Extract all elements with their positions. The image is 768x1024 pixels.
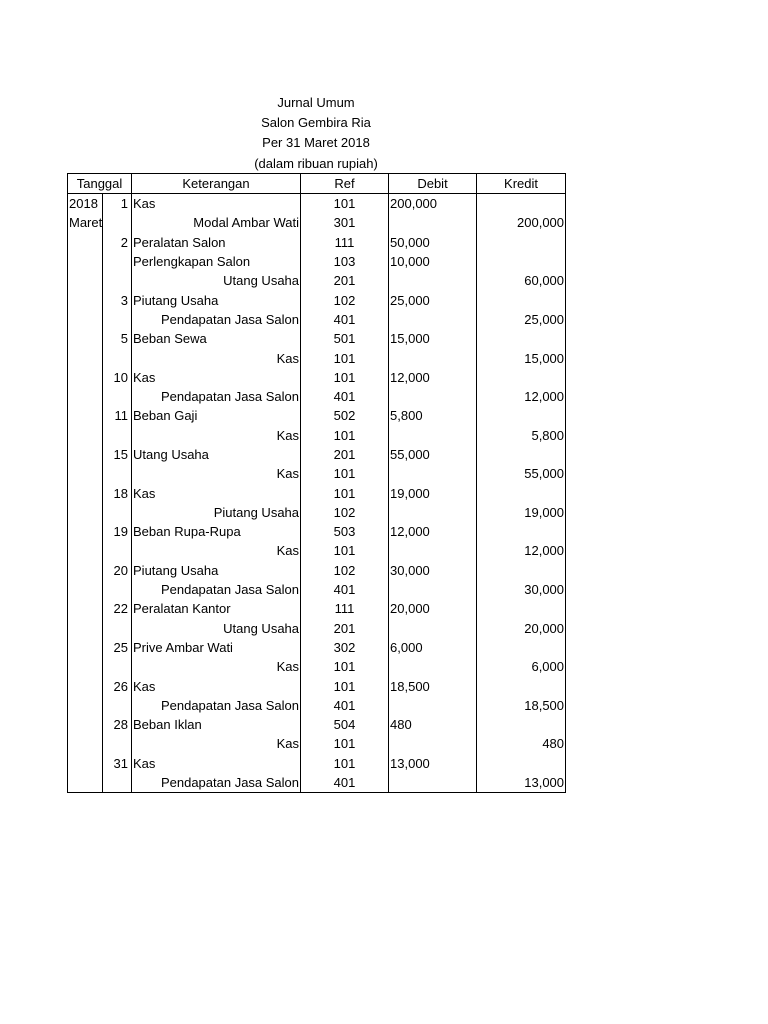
cell-ref: 101 <box>301 657 389 676</box>
cell-day <box>103 696 132 715</box>
cell-kredit: 20,000 <box>477 619 566 638</box>
cell-year <box>68 406 103 425</box>
cell-year <box>68 696 103 715</box>
cell-kredit <box>477 483 566 502</box>
cell-ref: 101 <box>301 676 389 695</box>
cell-kredit: 18,500 <box>477 696 566 715</box>
table-row <box>68 773 566 793</box>
cell-day <box>103 252 132 271</box>
cell-ref: 503 <box>301 522 389 541</box>
cell-kredit: 55,000 <box>477 464 566 483</box>
table-row <box>68 426 566 445</box>
table-row <box>68 464 566 483</box>
journal-table <box>67 173 566 793</box>
cell-year <box>68 715 103 734</box>
table-row <box>68 290 566 309</box>
cell-keterangan: Beban Sewa <box>132 329 301 348</box>
cell-keterangan: Perlengkapan Salon <box>132 252 301 271</box>
cell-day: 19 <box>103 522 132 541</box>
cell-year <box>68 599 103 618</box>
cell-year <box>68 445 103 464</box>
cell-year <box>68 734 103 753</box>
cell-debit: 13,000 <box>389 754 477 773</box>
cell-debit <box>389 348 477 367</box>
cell-year: Maret <box>68 213 103 232</box>
table-row <box>68 734 566 753</box>
cell-year <box>68 387 103 406</box>
cell-debit <box>389 734 477 753</box>
cell-ref: 101 <box>301 483 389 502</box>
cell-kredit: 200,000 <box>477 213 566 232</box>
cell-keterangan: Pendapatan Jasa Salon <box>132 387 301 406</box>
cell-day <box>103 310 132 329</box>
cell-keterangan: Kas <box>132 464 301 483</box>
table-row <box>68 561 566 580</box>
cell-kredit: 12,000 <box>477 387 566 406</box>
cell-day: 5 <box>103 329 132 348</box>
cell-kredit <box>477 368 566 387</box>
cell-year <box>68 638 103 657</box>
table-row <box>68 271 566 290</box>
table-row <box>68 348 566 367</box>
cell-day <box>103 503 132 522</box>
cell-debit: 200,000 <box>389 194 477 214</box>
table-row <box>68 213 566 232</box>
cell-kredit: 25,000 <box>477 310 566 329</box>
cell-kredit: 6,000 <box>477 657 566 676</box>
table-row <box>68 252 566 271</box>
cell-ref: 201 <box>301 445 389 464</box>
cell-day: 10 <box>103 368 132 387</box>
cell-year <box>68 310 103 329</box>
cell-ref: 301 <box>301 213 389 232</box>
cell-ref: 102 <box>301 290 389 309</box>
cell-keterangan: Pendapatan Jasa Salon <box>132 310 301 329</box>
cell-kredit <box>477 754 566 773</box>
cell-debit: 20,000 <box>389 599 477 618</box>
cell-debit: 15,000 <box>389 329 477 348</box>
cell-year <box>68 619 103 638</box>
cell-keterangan: Beban Gaji <box>132 406 301 425</box>
cell-ref: 401 <box>301 580 389 599</box>
cell-kredit <box>477 522 566 541</box>
table-row <box>68 619 566 638</box>
cell-debit <box>389 387 477 406</box>
cell-year <box>68 522 103 541</box>
cell-debit: 6,000 <box>389 638 477 657</box>
cell-year <box>68 503 103 522</box>
cell-keterangan: Kas <box>132 657 301 676</box>
table-row <box>68 483 566 502</box>
cell-year <box>68 657 103 676</box>
cell-debit: 55,000 <box>389 445 477 464</box>
cell-kredit: 15,000 <box>477 348 566 367</box>
table-row <box>68 715 566 734</box>
cell-debit <box>389 580 477 599</box>
cell-keterangan: Peralatan Salon <box>132 233 301 252</box>
cell-ref: 101 <box>301 754 389 773</box>
table-row <box>68 754 566 773</box>
cell-debit <box>389 696 477 715</box>
header-debit: Debit <box>389 174 477 194</box>
cell-ref: 201 <box>301 619 389 638</box>
cell-debit <box>389 464 477 483</box>
cell-day <box>103 734 132 753</box>
cell-day: 18 <box>103 483 132 502</box>
cell-keterangan: Utang Usaha <box>132 445 301 464</box>
cell-year <box>68 773 103 793</box>
cell-year <box>68 426 103 445</box>
table-row <box>68 657 566 676</box>
cell-ref: 101 <box>301 734 389 753</box>
cell-kredit <box>477 194 566 214</box>
header-ref: Ref <box>301 174 389 194</box>
cell-keterangan: Pendapatan Jasa Salon <box>132 696 301 715</box>
cell-day <box>103 619 132 638</box>
cell-keterangan: Piutang Usaha <box>132 290 301 309</box>
cell-ref: 401 <box>301 696 389 715</box>
cell-kredit <box>477 290 566 309</box>
cell-day: 3 <box>103 290 132 309</box>
cell-year <box>68 348 103 367</box>
cell-day <box>103 657 132 676</box>
cell-day: 11 <box>103 406 132 425</box>
table-row <box>68 406 566 425</box>
header-keterangan: Keterangan <box>132 174 301 194</box>
cell-day: 31 <box>103 754 132 773</box>
header-kredit: Kredit <box>477 174 566 194</box>
cell-kredit <box>477 638 566 657</box>
cell-year <box>68 271 103 290</box>
cell-ref: 504 <box>301 715 389 734</box>
cell-keterangan: Kas <box>132 676 301 695</box>
table-row <box>68 310 566 329</box>
company-name: Salon Gembira Ria <box>261 115 371 131</box>
cell-day <box>103 271 132 290</box>
cell-keterangan: Kas <box>132 734 301 753</box>
cell-day: 28 <box>103 715 132 734</box>
unit-note: (dalam ribuan rupiah) <box>254 155 378 171</box>
table-row <box>68 194 566 214</box>
cell-ref: 502 <box>301 406 389 425</box>
table-row <box>68 329 566 348</box>
cell-day <box>103 541 132 560</box>
cell-kredit: 5,800 <box>477 426 566 445</box>
cell-debit: 12,000 <box>389 368 477 387</box>
cell-keterangan: Modal Ambar Wati <box>132 213 301 232</box>
cell-keterangan: Kas <box>132 754 301 773</box>
cell-keterangan: Pendapatan Jasa Salon <box>132 773 301 793</box>
cell-keterangan: Utang Usaha <box>132 271 301 290</box>
cell-kredit: 12,000 <box>477 541 566 560</box>
cell-kredit <box>477 676 566 695</box>
cell-day <box>103 387 132 406</box>
cell-keterangan: Beban Rupa-Rupa <box>132 522 301 541</box>
table-row <box>68 541 566 560</box>
journal-title: Jurnal Umum <box>277 95 355 110</box>
cell-day: 20 <box>103 561 132 580</box>
cell-debit: 12,000 <box>389 522 477 541</box>
cell-debit: 480 <box>389 715 477 734</box>
cell-kredit <box>477 329 566 348</box>
cell-debit <box>389 619 477 638</box>
document-header <box>0 93 632 174</box>
cell-year <box>68 754 103 773</box>
cell-year <box>68 368 103 387</box>
cell-ref: 101 <box>301 194 389 214</box>
cell-ref: 302 <box>301 638 389 657</box>
cell-ref: 101 <box>301 464 389 483</box>
cell-kredit <box>477 599 566 618</box>
cell-day <box>103 426 132 445</box>
cell-kredit <box>477 715 566 734</box>
table-row <box>68 503 566 522</box>
cell-keterangan: Kas <box>132 368 301 387</box>
cell-day: 15 <box>103 445 132 464</box>
cell-debit <box>389 503 477 522</box>
cell-day: 22 <box>103 599 132 618</box>
cell-kredit <box>477 445 566 464</box>
header-tanggal: Tanggal <box>68 174 132 194</box>
cell-ref: 401 <box>301 310 389 329</box>
cell-year <box>68 676 103 695</box>
cell-year <box>68 464 103 483</box>
cell-day: 26 <box>103 676 132 695</box>
cell-year <box>68 252 103 271</box>
cell-keterangan: Piutang Usaha <box>132 503 301 522</box>
cell-day <box>103 213 132 232</box>
cell-keterangan: Peralatan Kantor <box>132 599 301 618</box>
table-row <box>68 676 566 695</box>
cell-year <box>68 233 103 252</box>
cell-debit <box>389 271 477 290</box>
cell-keterangan: Kas <box>132 541 301 560</box>
cell-ref: 401 <box>301 387 389 406</box>
table-row <box>68 580 566 599</box>
cell-debit: 25,000 <box>389 290 477 309</box>
cell-debit <box>389 426 477 445</box>
table-row <box>68 445 566 464</box>
cell-day <box>103 580 132 599</box>
cell-day <box>103 464 132 483</box>
cell-ref: 401 <box>301 773 389 793</box>
cell-year <box>68 580 103 599</box>
cell-kredit <box>477 252 566 271</box>
cell-kredit: 480 <box>477 734 566 753</box>
cell-keterangan: Beban Iklan <box>132 715 301 734</box>
cell-kredit <box>477 561 566 580</box>
cell-day <box>103 348 132 367</box>
cell-year: 2018 <box>68 194 103 214</box>
cell-debit: 10,000 <box>389 252 477 271</box>
table-row <box>68 522 566 541</box>
cell-keterangan: Prive Ambar Wati <box>132 638 301 657</box>
cell-year <box>68 329 103 348</box>
cell-debit: 19,000 <box>389 483 477 502</box>
cell-ref: 103 <box>301 252 389 271</box>
cell-kredit <box>477 233 566 252</box>
cell-ref: 501 <box>301 329 389 348</box>
table-row <box>68 696 566 715</box>
cell-debit <box>389 657 477 676</box>
cell-keterangan: Kas <box>132 426 301 445</box>
cell-debit <box>389 773 477 793</box>
table-row <box>68 368 566 387</box>
cell-debit <box>389 213 477 232</box>
cell-day: 1 <box>103 194 132 214</box>
cell-ref: 111 <box>301 233 389 252</box>
cell-year <box>68 483 103 502</box>
cell-year <box>68 541 103 560</box>
cell-ref: 101 <box>301 348 389 367</box>
cell-keterangan: Kas <box>132 194 301 214</box>
cell-day: 25 <box>103 638 132 657</box>
cell-keterangan: Pendapatan Jasa Salon <box>132 580 301 599</box>
journal-body <box>68 194 566 793</box>
cell-ref: 102 <box>301 561 389 580</box>
cell-ref: 101 <box>301 368 389 387</box>
cell-ref: 201 <box>301 271 389 290</box>
cell-year <box>68 561 103 580</box>
cell-kredit: 13,000 <box>477 773 566 793</box>
table-row <box>68 599 566 618</box>
cell-keterangan: Kas <box>132 348 301 367</box>
cell-debit <box>389 541 477 560</box>
cell-kredit: 60,000 <box>477 271 566 290</box>
cell-ref: 101 <box>301 541 389 560</box>
cell-debit <box>389 310 477 329</box>
table-row <box>68 387 566 406</box>
cell-keterangan: Utang Usaha <box>132 619 301 638</box>
cell-keterangan: Kas <box>132 483 301 502</box>
cell-debit: 30,000 <box>389 561 477 580</box>
cell-day <box>103 773 132 793</box>
cell-debit: 18,500 <box>389 676 477 695</box>
cell-ref: 102 <box>301 503 389 522</box>
cell-kredit: 30,000 <box>477 580 566 599</box>
table-row <box>68 638 566 657</box>
cell-kredit <box>477 406 566 425</box>
cell-ref: 111 <box>301 599 389 618</box>
cell-debit: 5,800 <box>389 406 477 425</box>
cell-debit: 50,000 <box>389 233 477 252</box>
cell-ref: 101 <box>301 426 389 445</box>
period-label: Per 31 Maret 2018 <box>262 135 370 151</box>
cell-kredit: 19,000 <box>477 503 566 522</box>
cell-keterangan: Piutang Usaha <box>132 561 301 580</box>
table-row <box>68 233 566 252</box>
cell-day: 2 <box>103 233 132 252</box>
cell-year <box>68 290 103 309</box>
table-header-row <box>68 174 566 194</box>
